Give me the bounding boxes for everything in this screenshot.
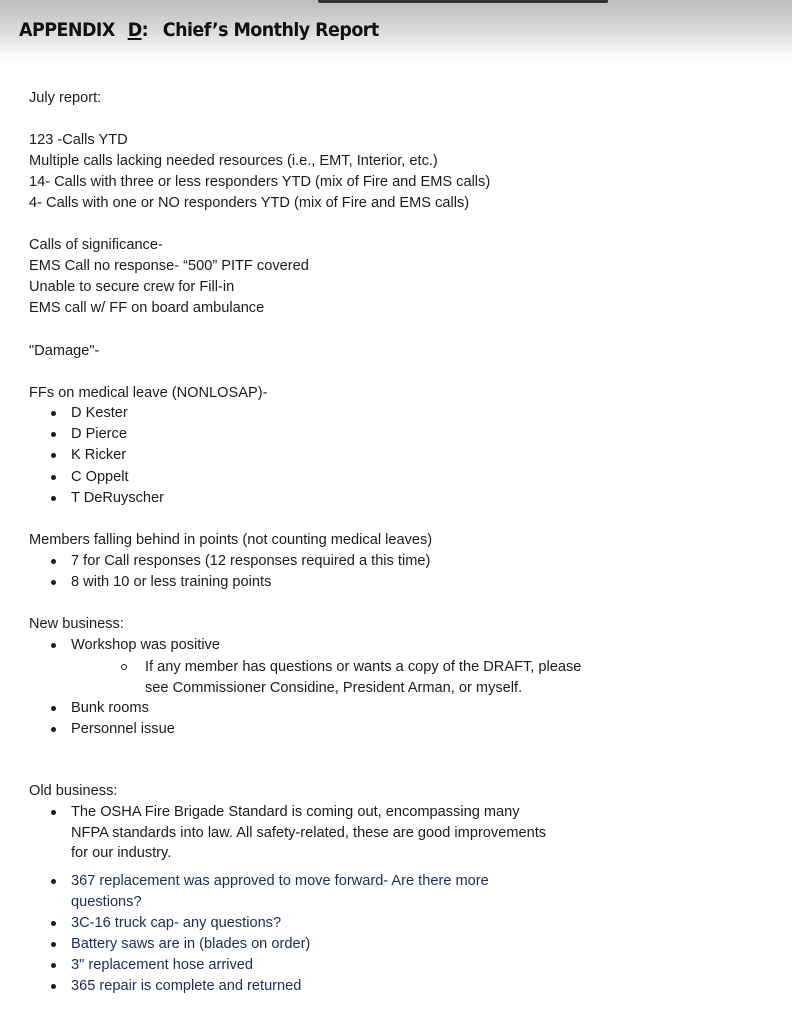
bullet-icon [51, 411, 56, 416]
member-name: D Kester [71, 405, 128, 421]
report-heading: July report: [29, 90, 102, 106]
workshop-subitem-line: If any member has questions or wants a copy of the DRAFT, please [145, 659, 582, 675]
old-business-heading: Old business: [29, 783, 118, 799]
stat-line: Multiple calls lacking needed resources (i.e., EMT, Interior, etc.) [29, 153, 438, 169]
member-name: D Pierce [71, 426, 127, 442]
osha-line: NFPA standards into law. All safety-related, these are good improvements [71, 825, 547, 841]
bullet-icon [51, 942, 56, 947]
new-business-text: Bunk rooms [71, 700, 149, 716]
report-title: Chief’s Monthly Report [162, 19, 379, 41]
bullet-icon [51, 706, 56, 711]
bullet-icon [51, 921, 56, 926]
old-business-text: 3C-16 truck cap- any questions? [71, 915, 282, 931]
osha-line: for our industry. [71, 845, 172, 861]
bullet-icon [51, 643, 56, 648]
bullet-icon [51, 963, 56, 968]
appendix-label: APPENDIX [19, 19, 115, 41]
page-title [19, 19, 379, 41]
bullet-icon [51, 453, 56, 458]
points-heading: Members falling behind in points (not counting medical leaves) [29, 532, 433, 548]
old-business-text: Battery saws are in (blades on order) [71, 936, 311, 952]
new-business-text: Personnel issue [71, 721, 175, 737]
stat-line: 123 -Calls YTD [29, 132, 128, 148]
medical-leave-heading: FFs on medical leave (NONLOSAP)- [29, 385, 268, 401]
bullet-icon [51, 559, 56, 564]
bullet-icon [51, 432, 56, 437]
osha-line: The OSHA Fire Brigade Standard is coming out, encompassing many [71, 804, 520, 820]
bullet-icon [51, 810, 56, 815]
bullet-icon [51, 496, 56, 501]
member-name: T DeRuyscher [71, 490, 164, 506]
bullet-icon [51, 475, 56, 480]
appendix-letter: D [127, 19, 142, 41]
bullet-icon [51, 879, 56, 884]
bullet-icon [51, 984, 56, 989]
member-name: C Oppelt [71, 469, 129, 485]
replacement-line: questions? [71, 894, 142, 910]
points-text: 8 with 10 or less training points [71, 574, 272, 590]
stat-line: 4- Calls with one or NO responders YTD (mix of Fire and EMS calls) [29, 195, 470, 211]
significance-item: EMS call w/ FF on board ambulance [29, 300, 265, 316]
significance-item: Unable to secure crew for Fill-in [29, 279, 235, 295]
stat-line: 14- Calls with three or less responders YTD (mix of Fire and EMS calls) [29, 174, 491, 190]
old-business-text: 3" replacement hose arrived [71, 957, 254, 973]
points-text: 7 for Call responses (12 responses required a this time) [71, 553, 431, 569]
workshop-subitem-line: see Commissioner Considine, President Arman, or myself. [145, 680, 523, 696]
bullet-icon [51, 580, 56, 585]
old-business-text: 365 repair is complete and returned [71, 978, 302, 994]
significance-item: EMS Call no response- “500” PITF covered [29, 258, 309, 274]
replacement-line: 367 replacement was approved to move forward- Are there more [71, 873, 489, 889]
appendix-colon: : [141, 19, 149, 41]
member-name: K Ricker [71, 447, 127, 463]
hollow-bullet-icon [121, 664, 127, 670]
viewer-toolbar-edge [318, 0, 608, 3]
workshop-text: Workshop was positive [71, 637, 220, 653]
significance-heading: Calls of significance- [29, 237, 163, 253]
bullet-icon [51, 727, 56, 732]
damage-heading: "Damage"- [29, 343, 100, 359]
new-business-heading: New business: [29, 616, 124, 632]
